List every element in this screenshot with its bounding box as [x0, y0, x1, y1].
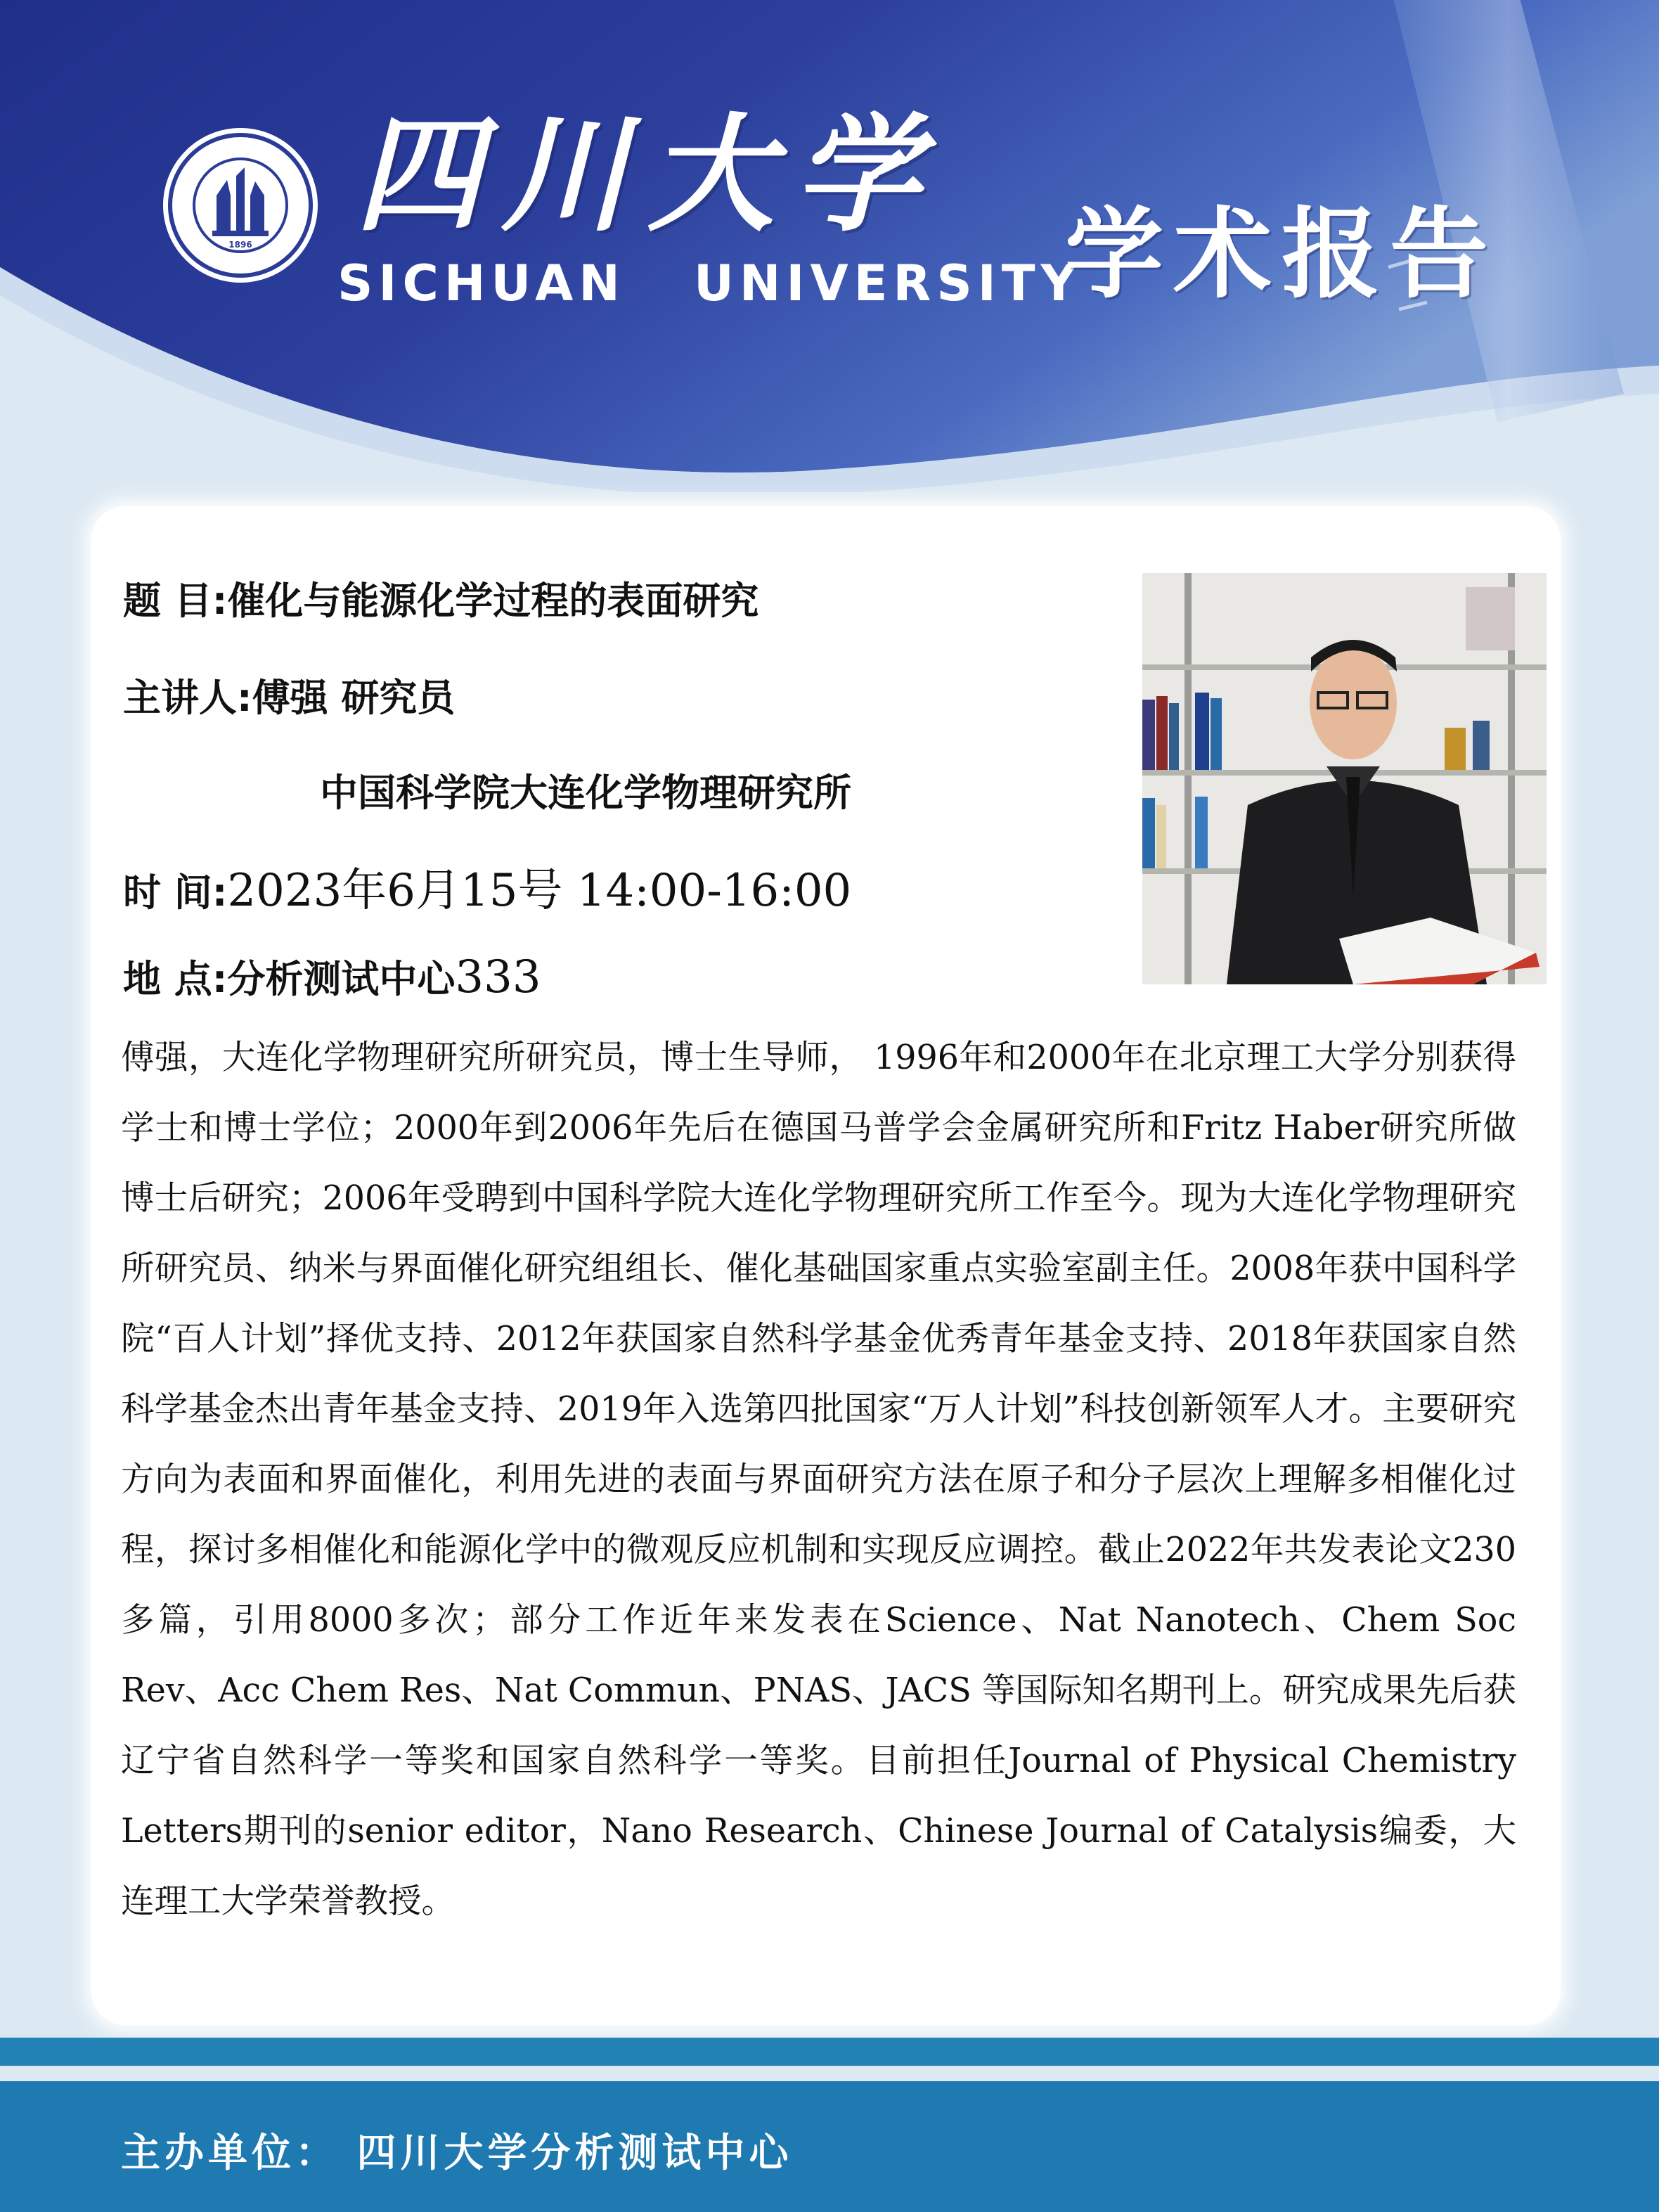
topic-label: 题 目:	[123, 579, 228, 623]
place-value-cn: 分析测试中心	[227, 957, 456, 1001]
time-line	[123, 854, 851, 919]
speaker-label: 主讲人:	[123, 676, 252, 720]
footer-stripe	[0, 2038, 1659, 2066]
university-name-cn: 四川大学	[355, 102, 941, 249]
time-value: 2023年6月15号 14:00-16:00	[227, 865, 852, 917]
university-seal-icon	[160, 125, 321, 285]
svg-text:1896: 1896	[228, 240, 252, 250]
university-name-en: SICHUAN UNIVERSITY	[337, 255, 1083, 312]
speaker-value: 傅强 研究员	[252, 676, 456, 720]
speaker-line	[123, 668, 455, 722]
time-label: 时 间:	[123, 870, 228, 915]
place-line	[123, 949, 541, 1003]
speaker-affiliation: 中国科学院大连化学物理研究所	[320, 771, 851, 815]
topic-value: 催化与能源化学过程的表面研究	[227, 579, 759, 623]
speaker-portrait	[1142, 573, 1547, 984]
place-label: 地 点:	[123, 957, 228, 1001]
host-organization: 主办单位： 四川大学分析测试中心	[121, 2130, 793, 2176]
speaker-biography: 傅强，大连化学物理研究所研究员，博士生导师， 1996年和2000年在北京理工大学分别获得学士和博士学位；2000年到2006年先后在德国马普学会金属研究所和Fritz Haber研究所做博士后研究；2006年受聘到中国科学院大连化学物理研究所工作至今。现为大连化学物理研究所研究员、纳米与界面催化研究组组长、催化基础国家重点实验室副主任。2008年获中国科学院“百人计划”择优支持、2012年获国家自然科学基金优秀青年基金支持、2018年获国家自然科学基金杰出青年基金支持、2019年入选第四批国家“万人计划”科技创新领军人才。主要研究方向为表面和界面催化，利用先进的表面与界面研究方法在原子和分子层次上理解多相催化过程，探讨多相催化和能源化学中的微观反应机制和实现反应调控。截止2022年共发表论文230多篇，引用8000多次；部分工作近年来发表在Science、Nat Nanotech、Chem Soc Rev、Acc Chem Res、Nat Commun、PNAS、JACS 等国际知名期刊上。研究成果先后获辽宁省自然科学一等奖和国家自然科学一等奖。目前担任Journal of Physical Chemistry Letters期刊的senior editor，Nano Research、Chinese Journal of Catalysis编委，大连理工大学荣誉教授。	[121, 1039, 1516, 1921]
report-title: 学术报告	[1065, 198, 1499, 312]
topic-line	[123, 571, 759, 625]
place-value-room: 333	[455, 951, 541, 1003]
